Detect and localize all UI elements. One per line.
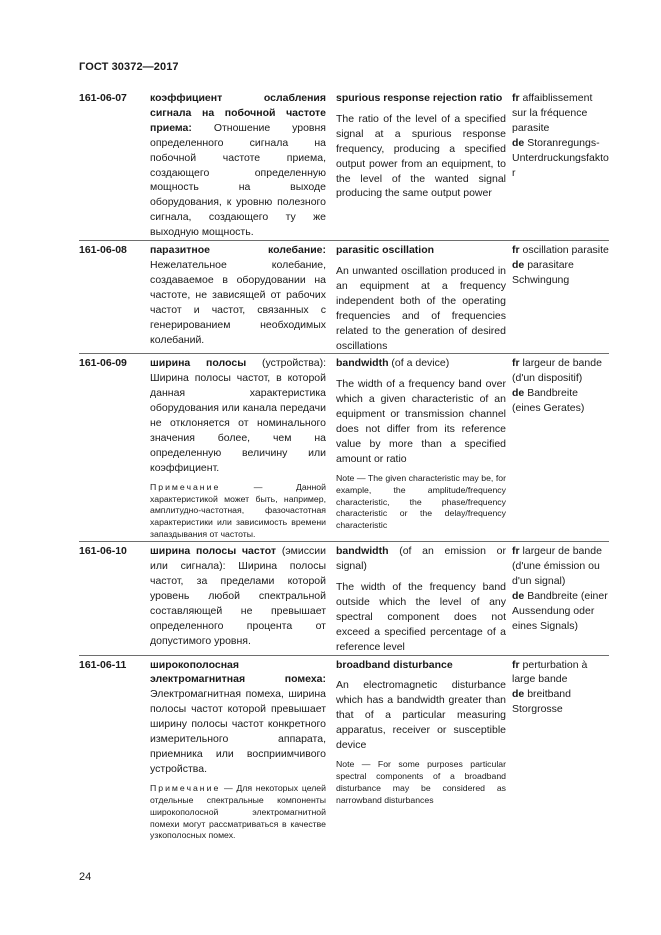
en-definition: The width of the frequency band outside which the level of any spectral component does not exceed a specified percentage of a reference level: [336, 581, 506, 653]
fr-term: affaiblissement sur la fréquence parasite: [512, 92, 593, 134]
en-column: [336, 91, 512, 240]
fr-de-column: [512, 243, 609, 353]
en-note: Note — The given characteristic may be, for example, the amplitude/frequency characteristic, the phase/frequency characteristic or the delay/frequency characteristic: [336, 472, 506, 531]
fr-code: fr: [512, 545, 520, 558]
term-entry: [79, 541, 609, 654]
term-number: 161-06-07: [79, 92, 127, 104]
ru-column: [150, 544, 336, 654]
ru-definition: Ширина полосы частот, в которой данная характеристика оборудования или канала передачи не отклоняется от номинального значения более, чем на определенную величину или коэффициент.: [150, 372, 326, 474]
fr-code: fr: [512, 244, 520, 257]
ru-column: [150, 356, 336, 541]
fr-de-column: [512, 356, 609, 541]
fr-term: perturbation à large bande: [512, 658, 588, 686]
ru-note-label: Примечание: [150, 481, 221, 492]
en-note: Note — For some purposes particular spectral components of a broadband disturbance may be considered as narrowband disturbances: [336, 758, 506, 805]
term-number: 161-06-08: [79, 244, 127, 257]
ru-note: [150, 783, 326, 843]
en-term-line: [336, 356, 506, 371]
fr-de-column: [512, 544, 609, 654]
en-term: parasitic oscillation: [336, 244, 435, 257]
de-code: de: [512, 589, 525, 602]
ru-term: ширина полосы частот: [150, 545, 277, 558]
en-column: [336, 243, 512, 353]
ru-column: [150, 243, 336, 353]
term-number: 161-06-09: [79, 357, 127, 370]
de-term: parasitare Schwingung: [512, 258, 574, 286]
en-column: [336, 356, 512, 541]
en-definition: An electromagnetic disturbance which has a bandwidth greater than that of a particular measuring apparatus, receiver or susceptible device: [336, 679, 506, 752]
fr-de-column: [512, 658, 609, 843]
de-term: breitband Storgrosse: [512, 688, 571, 716]
fr-code: fr: [512, 92, 520, 104]
en-term-line: [336, 544, 506, 574]
en-term: spurious response rejection ratio: [336, 92, 503, 104]
en-qualifier: (of a device): [391, 357, 450, 370]
ru-definition: Электромагнитная помеха, ширина полосы частот которой превышает ширину полосы частот конкретного измерительного аппарата, приемника или восприимчивого устройства.: [150, 688, 326, 775]
term-entry: [79, 353, 609, 541]
ru-note-label: Примечание: [150, 782, 221, 793]
ru-term: широкополосная электромагнитная помеха:: [150, 658, 326, 686]
de-term: Storanregungs-Unterdruckungsfaktor: [512, 136, 609, 179]
de-code: de: [512, 136, 525, 149]
de-term: Bandbreite (eines Gerates): [512, 387, 585, 415]
en-column: [336, 544, 512, 654]
de-code: de: [512, 688, 525, 701]
ru-note-text: — Данной характеристикой может быть, например, амплитудно-частотная, фазочастотная характеристики или зависимость времени запаздывания от частоты.: [150, 481, 326, 540]
ru-note-text: — Для некоторых целей отдельные спектральные компоненты широкополосной электромагнитной помехи могут рассматриваться в качестве узкополосных помех.: [150, 782, 326, 841]
term-number: 161-06-10: [79, 545, 127, 558]
page-number: 24: [79, 871, 92, 883]
en-definition: The ratio of the level of a specified signal at a spurious response frequency, producing a specified output power from an equipment, to the level of the wanted signal producing the same output power: [336, 112, 506, 200]
ru-qualifier: (устройства):: [261, 357, 326, 370]
ru-column: [150, 91, 336, 240]
term-number: 161-06-11: [79, 658, 127, 671]
de-code: de: [512, 387, 525, 400]
ru-term: ширина полосы: [150, 357, 247, 370]
standard-header: ГОСТ 30372—2017: [79, 61, 179, 73]
ru-note: [150, 482, 326, 542]
de-code: de: [512, 258, 525, 271]
fr-code: fr: [512, 658, 520, 671]
ru-definition: Отношение уровня определенного сигнала на побочной частоте приема, создающего определенную мощность на выходе оборудования, к уровню полезного сигнала, создающего ту же выходную мощность.: [150, 121, 326, 239]
terms-table: [79, 91, 609, 842]
de-term: Bandbreite (einer Aussendung oder eines Signals): [512, 589, 608, 632]
en-term: bandwidth: [336, 545, 389, 558]
fr-term: largeur de bande (d'un dispositif): [512, 357, 602, 385]
fr-term: largeur de bande (d'une émission ou d'un signal): [512, 545, 602, 587]
ru-term: паразитное колебание:: [150, 244, 326, 257]
fr-code: fr: [512, 357, 520, 370]
fr-de-column: [512, 91, 609, 240]
en-definition: The width of a frequency band over which a given characteristic of an equipment or transmission channel does not differ from its reference value by more than a specified amount or ratio: [336, 378, 506, 465]
ru-column: [150, 658, 336, 843]
ru-qualifier: (эмиссии или сигнала):: [150, 545, 326, 573]
en-term: broadband disturbance: [336, 658, 453, 671]
en-column: [336, 658, 512, 843]
term-entry: [79, 91, 609, 240]
ru-definition: Ширина полосы частот, за пределами которой уровень любой спектральной составляющей не превышает определенного процента от допустимого уровня.: [150, 560, 326, 647]
term-entry: [79, 655, 609, 843]
ru-term: коэффициент ослабления сигнала на побочной частоте приема:: [150, 92, 326, 134]
ru-definition: Нежелательное колебание, создаваемое в оборудовании на частоте, не зависящей от рабочих частот и частот, связанных с генерированием необходимых колебаний.: [150, 258, 326, 346]
en-qualifier: (of an emission or signal): [336, 545, 506, 573]
fr-term: oscillation parasite: [522, 244, 609, 257]
en-definition: An unwanted oscillation produced in an equipment at a frequency independent both of the operating frequencies and of frequencies related to the generation of desired oscillations: [336, 264, 506, 352]
term-entry: [79, 240, 609, 353]
en-term: bandwidth: [336, 357, 389, 370]
